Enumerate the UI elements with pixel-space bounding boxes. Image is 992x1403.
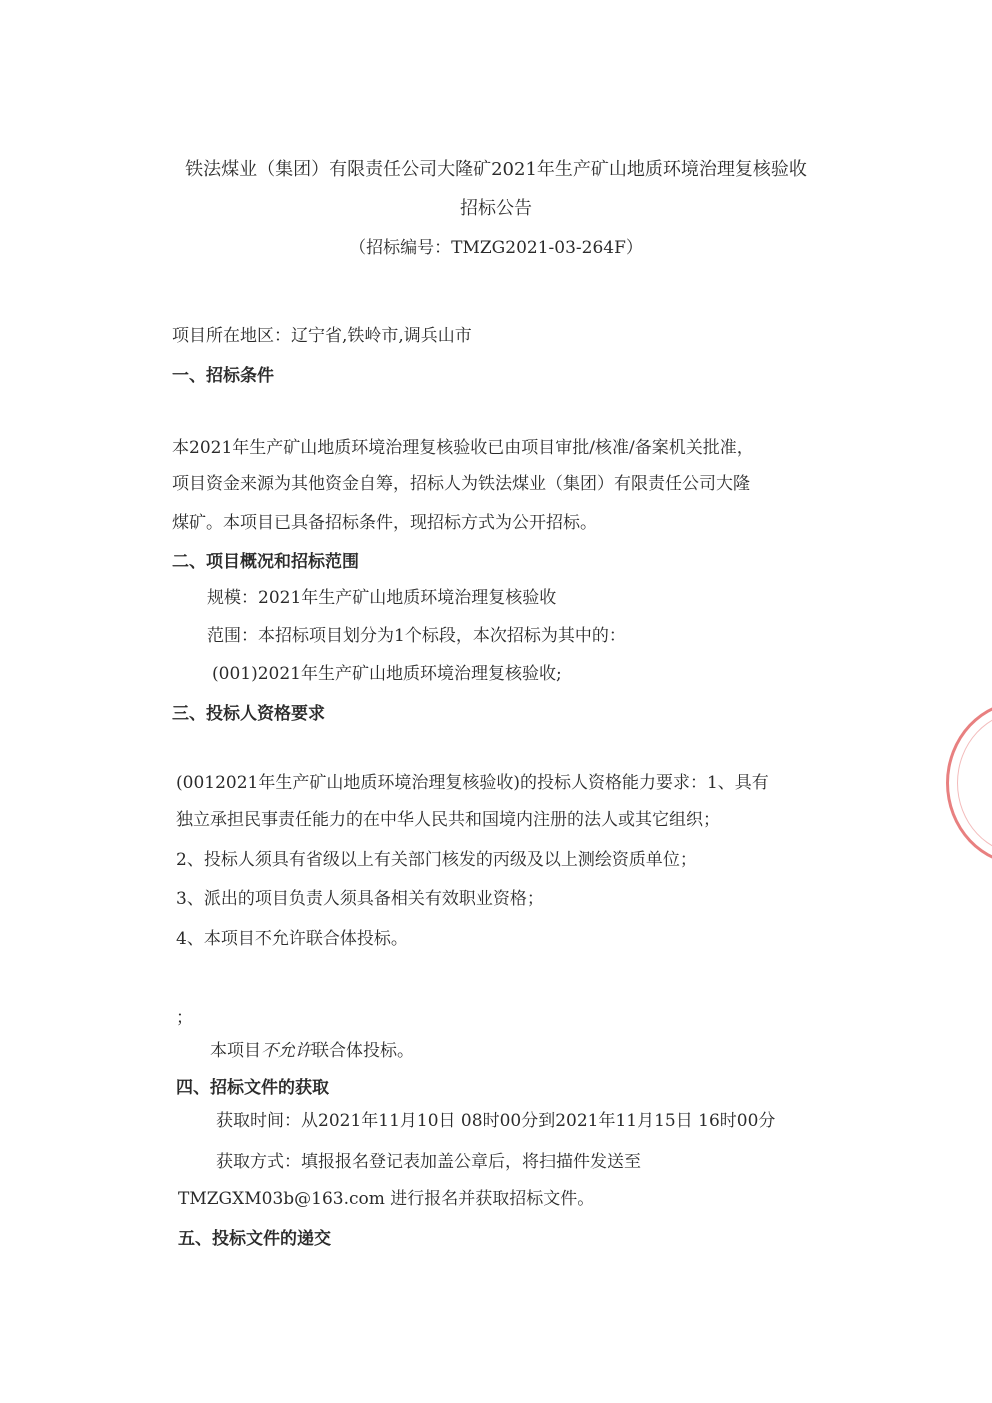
consortium-prefix: 本项目 [210,1041,261,1061]
qualification-line-1: (0012021年生产矿山地质环境治理复核验收)的投标人资格能力要求：1、具有 [176,773,769,793]
acquisition-method: 获取方式：填报报名登记表加盖公章后，将扫描件发送至 [216,1152,641,1172]
title-line-2: 招标公告 [460,198,532,219]
acquisition-time: 获取时间：从2021年11月10日 08时00分到2021年11月15日 16时00分 [216,1111,776,1131]
acquisition-email: TMZGXM03b@163.com 进行报名并获取招标文件。 [178,1189,595,1209]
qualification-line-2: 独立承担民事责任能力的在中华人民共和国境内注册的法人或其它组织； [176,810,720,830]
red-seal-inner-ring [957,711,992,855]
section-3-heading: 三、投标人资格要求 [172,704,325,724]
section-5-heading: 五、投标文件的递交 [178,1229,331,1249]
qualification-line-4: 3、派出的项目负责人须具备相关有效职业资格； [176,889,544,909]
section-1-paragraph-line-2: 项目资金来源为其他资金自筹，招标人为铁法煤业（集团）有限责任公司大隆 [172,474,750,494]
project-region: 项目所在地区：辽宁省,铁岭市,调兵山市 [172,326,472,346]
section-2-heading: 二、项目概况和招标范围 [172,552,359,572]
tender-number: （招标编号：TMZG2021-03-264F） [349,238,643,258]
stray-semicolon: ； [176,1008,193,1028]
qualification-line-5: 4、本项目不允许联合体投标。 [176,929,408,949]
section-1-paragraph-line-1: 本2021年生产矿山地质环境治理复核验收已由项目审批/核准/备案机关批准， [172,438,754,458]
qualification-line-3: 2、投标人须具有省级以上有关部门核发的丙级及以上测绘资质单位； [176,850,697,870]
title-line-1: 铁法煤业（集团）有限责任公司大隆矿2021年生产矿山地质环境治理复核验收 [185,159,807,180]
project-scale: 规模：2021年生产矿山地质环境治理复核验收 [207,588,557,608]
consortium-suffix: 联合体投标。 [312,1041,414,1061]
red-seal-stamp [946,700,992,866]
lot-item: (001)2021年生产矿山地质环境治理复核验收; [212,664,562,684]
consortium-note [210,1039,414,1063]
section-4-heading: 四、招标文件的获取 [176,1078,329,1098]
section-1-paragraph-line-3: 煤矿。本项目已具备招标条件，现招标方式为公开招标。 [172,513,597,533]
section-1-heading: 一、招标条件 [172,366,274,386]
project-scope: 范围：本招标项目划分为1个标段，本次招标为其中的： [207,626,626,646]
consortium-italic: 不允许 [261,1041,312,1061]
